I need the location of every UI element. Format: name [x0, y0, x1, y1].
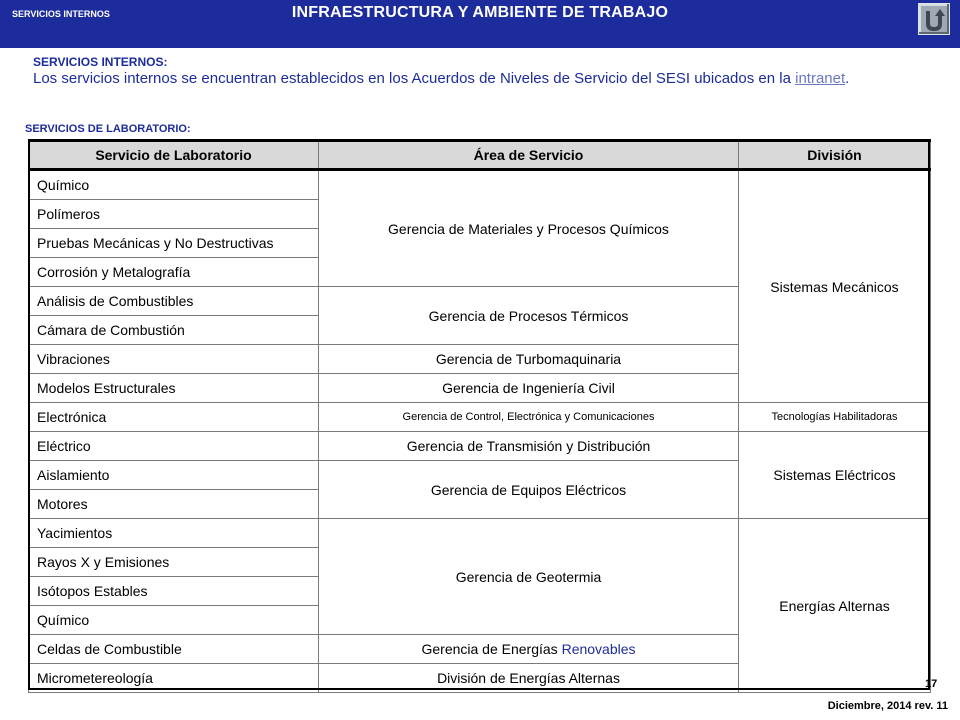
lab-service-cell: Rayos X y Emisiones [29, 548, 319, 577]
area-text: Gerencia de Energías [421, 641, 562, 657]
division-cell: Sistemas Mecánicos [739, 170, 931, 403]
lab-service-cell: Micrometereología [29, 664, 319, 693]
table-header-row [29, 141, 931, 170]
table-row [29, 403, 931, 432]
intro-text: Los servicios internos se encuentran establecidos en los Acuerdos de Niveles de Servicio del SESI ubicados en la [33, 70, 796, 87]
area-text-highlight: Renovables [561, 641, 636, 657]
u-turn-return-icon [919, 4, 949, 34]
page-number: 17 [925, 678, 938, 690]
lab-service-cell: Modelos Estructurales [29, 374, 319, 403]
column-header: Servicio de Laboratorio [29, 141, 319, 170]
lab-service-cell: Polímeros [29, 200, 319, 229]
page-title: INFRAESTRUCTURA Y AMBIENTE DE TRABAJO [291, 4, 669, 21]
intro-text-end: . [845, 70, 850, 87]
column-header: Área de Servicio [319, 141, 739, 170]
area-cell: Gerencia de Geotermia [319, 519, 739, 635]
lab-service-cell: Motores [29, 490, 319, 519]
lab-service-cell: Yacimientos [29, 519, 319, 548]
intro-title: SERVICIOS INTERNOS: [33, 55, 168, 69]
header-bar [0, 0, 960, 48]
division-cell: Tecnologías Habilitadoras [739, 403, 931, 432]
area-cell: Gerencia de Transmisión y Distribución [319, 432, 739, 461]
lab-service-cell: Vibraciones [29, 345, 319, 374]
area-cell: Gerencia de Turbomaquinaria [319, 345, 739, 374]
lab-section-title: SERVICIOS DE LABORATORIO: [25, 123, 191, 135]
lab-service-cell: Isótopos Estables [29, 577, 319, 606]
area-cell: Gerencia de Ingeniería Civil [319, 374, 739, 403]
intro-paragraph [33, 69, 910, 89]
division-cell: Energías Alternas [739, 519, 931, 693]
intranet-link[interactable]: intranet [795, 70, 846, 87]
lab-service-cell: Eléctrico [29, 432, 319, 461]
column-header: División [739, 141, 931, 170]
area-cell [319, 635, 739, 664]
lab-services-table [28, 139, 931, 693]
footer-date: Diciembre, 2014 rev. 11 [827, 700, 948, 712]
lab-service-cell: Corrosión y Metalografía [29, 258, 319, 287]
return-button[interactable] [918, 3, 950, 35]
lab-service-cell: Análisis de Combustibles [29, 287, 319, 316]
lab-service-cell: Celdas de Combustible [29, 635, 319, 664]
area-cell: División de Energías Alternas [319, 664, 739, 693]
table-row [29, 519, 931, 548]
table-row [29, 170, 931, 200]
lab-service-cell: Electrónica [29, 403, 319, 432]
lab-service-cell: Pruebas Mecánicas y No Destructivas [29, 229, 319, 258]
lab-service-cell: Aislamiento [29, 461, 319, 490]
lab-service-cell: Químico [29, 170, 319, 200]
section-tag: SERVICIOS INTERNOS [12, 9, 110, 19]
area-cell: Gerencia de Procesos Térmicos [319, 287, 739, 345]
area-cell: Gerencia de Control, Electrónica y Comunicaciones [319, 403, 739, 432]
lab-service-cell: Químico [29, 606, 319, 635]
area-cell: Gerencia de Materiales y Procesos Químicos [319, 170, 739, 287]
area-cell: Gerencia de Equipos Eléctricos [319, 461, 739, 519]
division-cell: Sistemas Eléctricos [739, 432, 931, 519]
table-row [29, 432, 931, 461]
lab-service-cell: Cámara de Combustión [29, 316, 319, 345]
